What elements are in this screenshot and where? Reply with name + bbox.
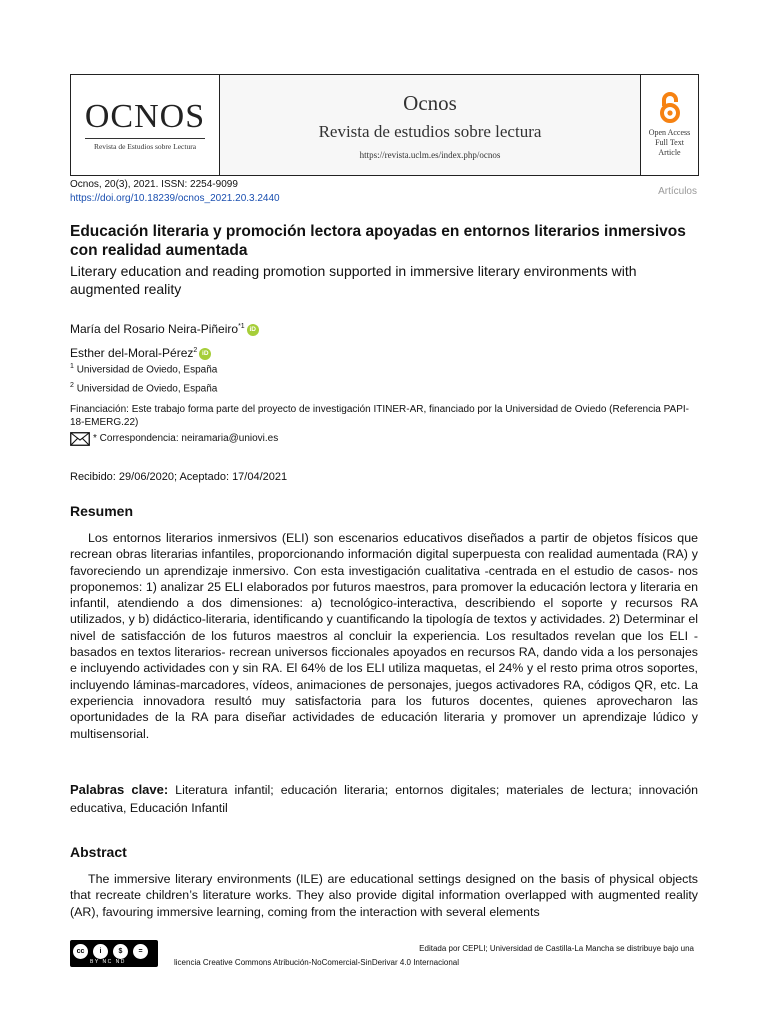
keywords [70,781,698,817]
affiliation-2: $^2$ Universidad de Oviedo, España [70,382,218,395]
affiliations [70,359,217,398]
citation-meta [70,178,280,206]
cc-icon: cc [72,943,89,960]
article-type: Artículos [658,186,697,197]
logo-subtitle: Revista de Estudios sobre Lectura [85,138,205,151]
cc-tags: BY NC ND [90,959,126,965]
journal-title: Ocnos [403,90,457,115]
oa-label-3: Article [658,148,681,157]
doi-link[interactable]: https://doi.org/10.18239/ocnos_2021.20.3.2440 [70,193,280,204]
correspondence [70,432,278,446]
author-2-sup: 2 [193,347,198,354]
person-icon: i [92,943,109,960]
authors [70,316,259,364]
logo-wordmark: OCNOS [84,97,206,135]
resumen-text: Los entornos literarios inmersivos (ELI) son escenarios educativos diseñados a partir de objetos físicos que recrean obras literarias infantiles, proporcionando información digital superpuesta con realidad aumentada (RA) y favoreciendo un aprendizaje inmersivo. Con esta investigación cualitativa -centrada en el estudio de casos- nos proponemos: 1) analizar 25 ELI elaborados por futuros maestros, para promover la educación lectora y literaria en infantil, atendiendo a dos dimensiones: a) tecnológico-interactiva, describiendo el soporte y recursos RA utilizados, y b) didáctico-literaria, identificando y cuantificando la tipología de textos y actividades. 2) Determinar el nivel de satisfacción de los futuros maestros al concluir la experiencia. Los resultados revelan que los ELI -basados en textos literarios- recrean universos ficcionales apoyados en recursos RA, dando vida a los personajes e incluyendo actividades con y sin RA. El 64% de los ELI utiliza maquetas, el 24% y el resto prima otros soportes, incluyendo láminas-marcadores, vídeos, animaciones de personajes, juegos activadores RA, códigos QR, etc. La experiencia innovadora resultó muy satisfactoria para los futuros docentes, quienes aprovecharon las oportunidades de la RA para diseñar actividades de educación literaria y promover un aprendizaje lúdico y multisensorial. [70,531,698,741]
journal-header [70,74,699,176]
citation-line: Ocnos, 20(3), 2021. ISSN: 2254-9099 [70,179,238,190]
journal-url[interactable]: https://revista.uclm.es/index.php/ocnos [359,149,501,160]
title-spanish: Educación literaria y promoción lectora apoyadas en entornos literarios inmersivos con realidad aumentada [70,223,686,259]
abstract-text: The immersive literary environments (ILE) are educational settings designed on the basis of physical objects that recreate children’s literature works. They also provide digital information overlapped with augmented reality (AR), favouring immersive learning, coming from the interaction with several elements [70,872,698,919]
license-footer [70,940,700,970]
envelope-icon [70,432,90,446]
open-access-badge [640,75,698,175]
noncommercial-icon: $ [112,943,129,960]
title-english: Literary education and reading promotion supported in immersive literary environments with augmented reality [70,263,637,297]
affiliation-1: $^1$ Universidad de Oviedo, España [70,363,218,376]
noderivs-icon: = [132,943,149,960]
oa-label-1: Open Access [648,128,691,137]
orcid-icon[interactable]: iD [247,324,259,336]
author-2-name: Esther del-Moral-Pérez [70,346,194,360]
correspondence-text[interactable]: * Correspondencia: neiramaria@uniovi.es [93,433,279,444]
author-1 [70,316,259,340]
journal-logo [71,75,220,175]
abstract-heading: Abstract [70,844,127,860]
orcid-icon[interactable]: iD [199,348,211,360]
funding-note: Financiación: Este trabajo forma parte del proyecto de investigación ITINER-AR, financiado por la Universidad de Oviedo (Referencia PAPI-18-EMERG.22) [70,404,690,428]
resumen-heading: Resumen [70,503,134,519]
author-1-sup: *1 [238,323,245,330]
journal-subtitle: Revista de estudios sobre lectura [318,121,542,141]
received-dates: Recibido: 29/06/2020; Aceptado: 17/04/2021 [70,471,288,483]
keywords-text: Literatura infantil; educación literaria; entornos digitales; materiales de lectura; innovación educativa, Educación Infantil [70,783,698,815]
author-1-name: María del Rosario Neira-Piñeiro [70,322,239,336]
license-line-2: licencia Creative Commons Atribución-NoComercial-SinDerivar 4.0 Internacional [174,958,460,967]
journal-info [220,75,640,175]
keywords-label: Palabras clave: [70,782,169,797]
license-line-1: Editada por CEPLI; Universidad de Castilla-La Mancha se distribuye bajo una [419,944,694,953]
oa-label-2: Full Text [655,138,684,147]
open-access-icon [659,92,681,124]
